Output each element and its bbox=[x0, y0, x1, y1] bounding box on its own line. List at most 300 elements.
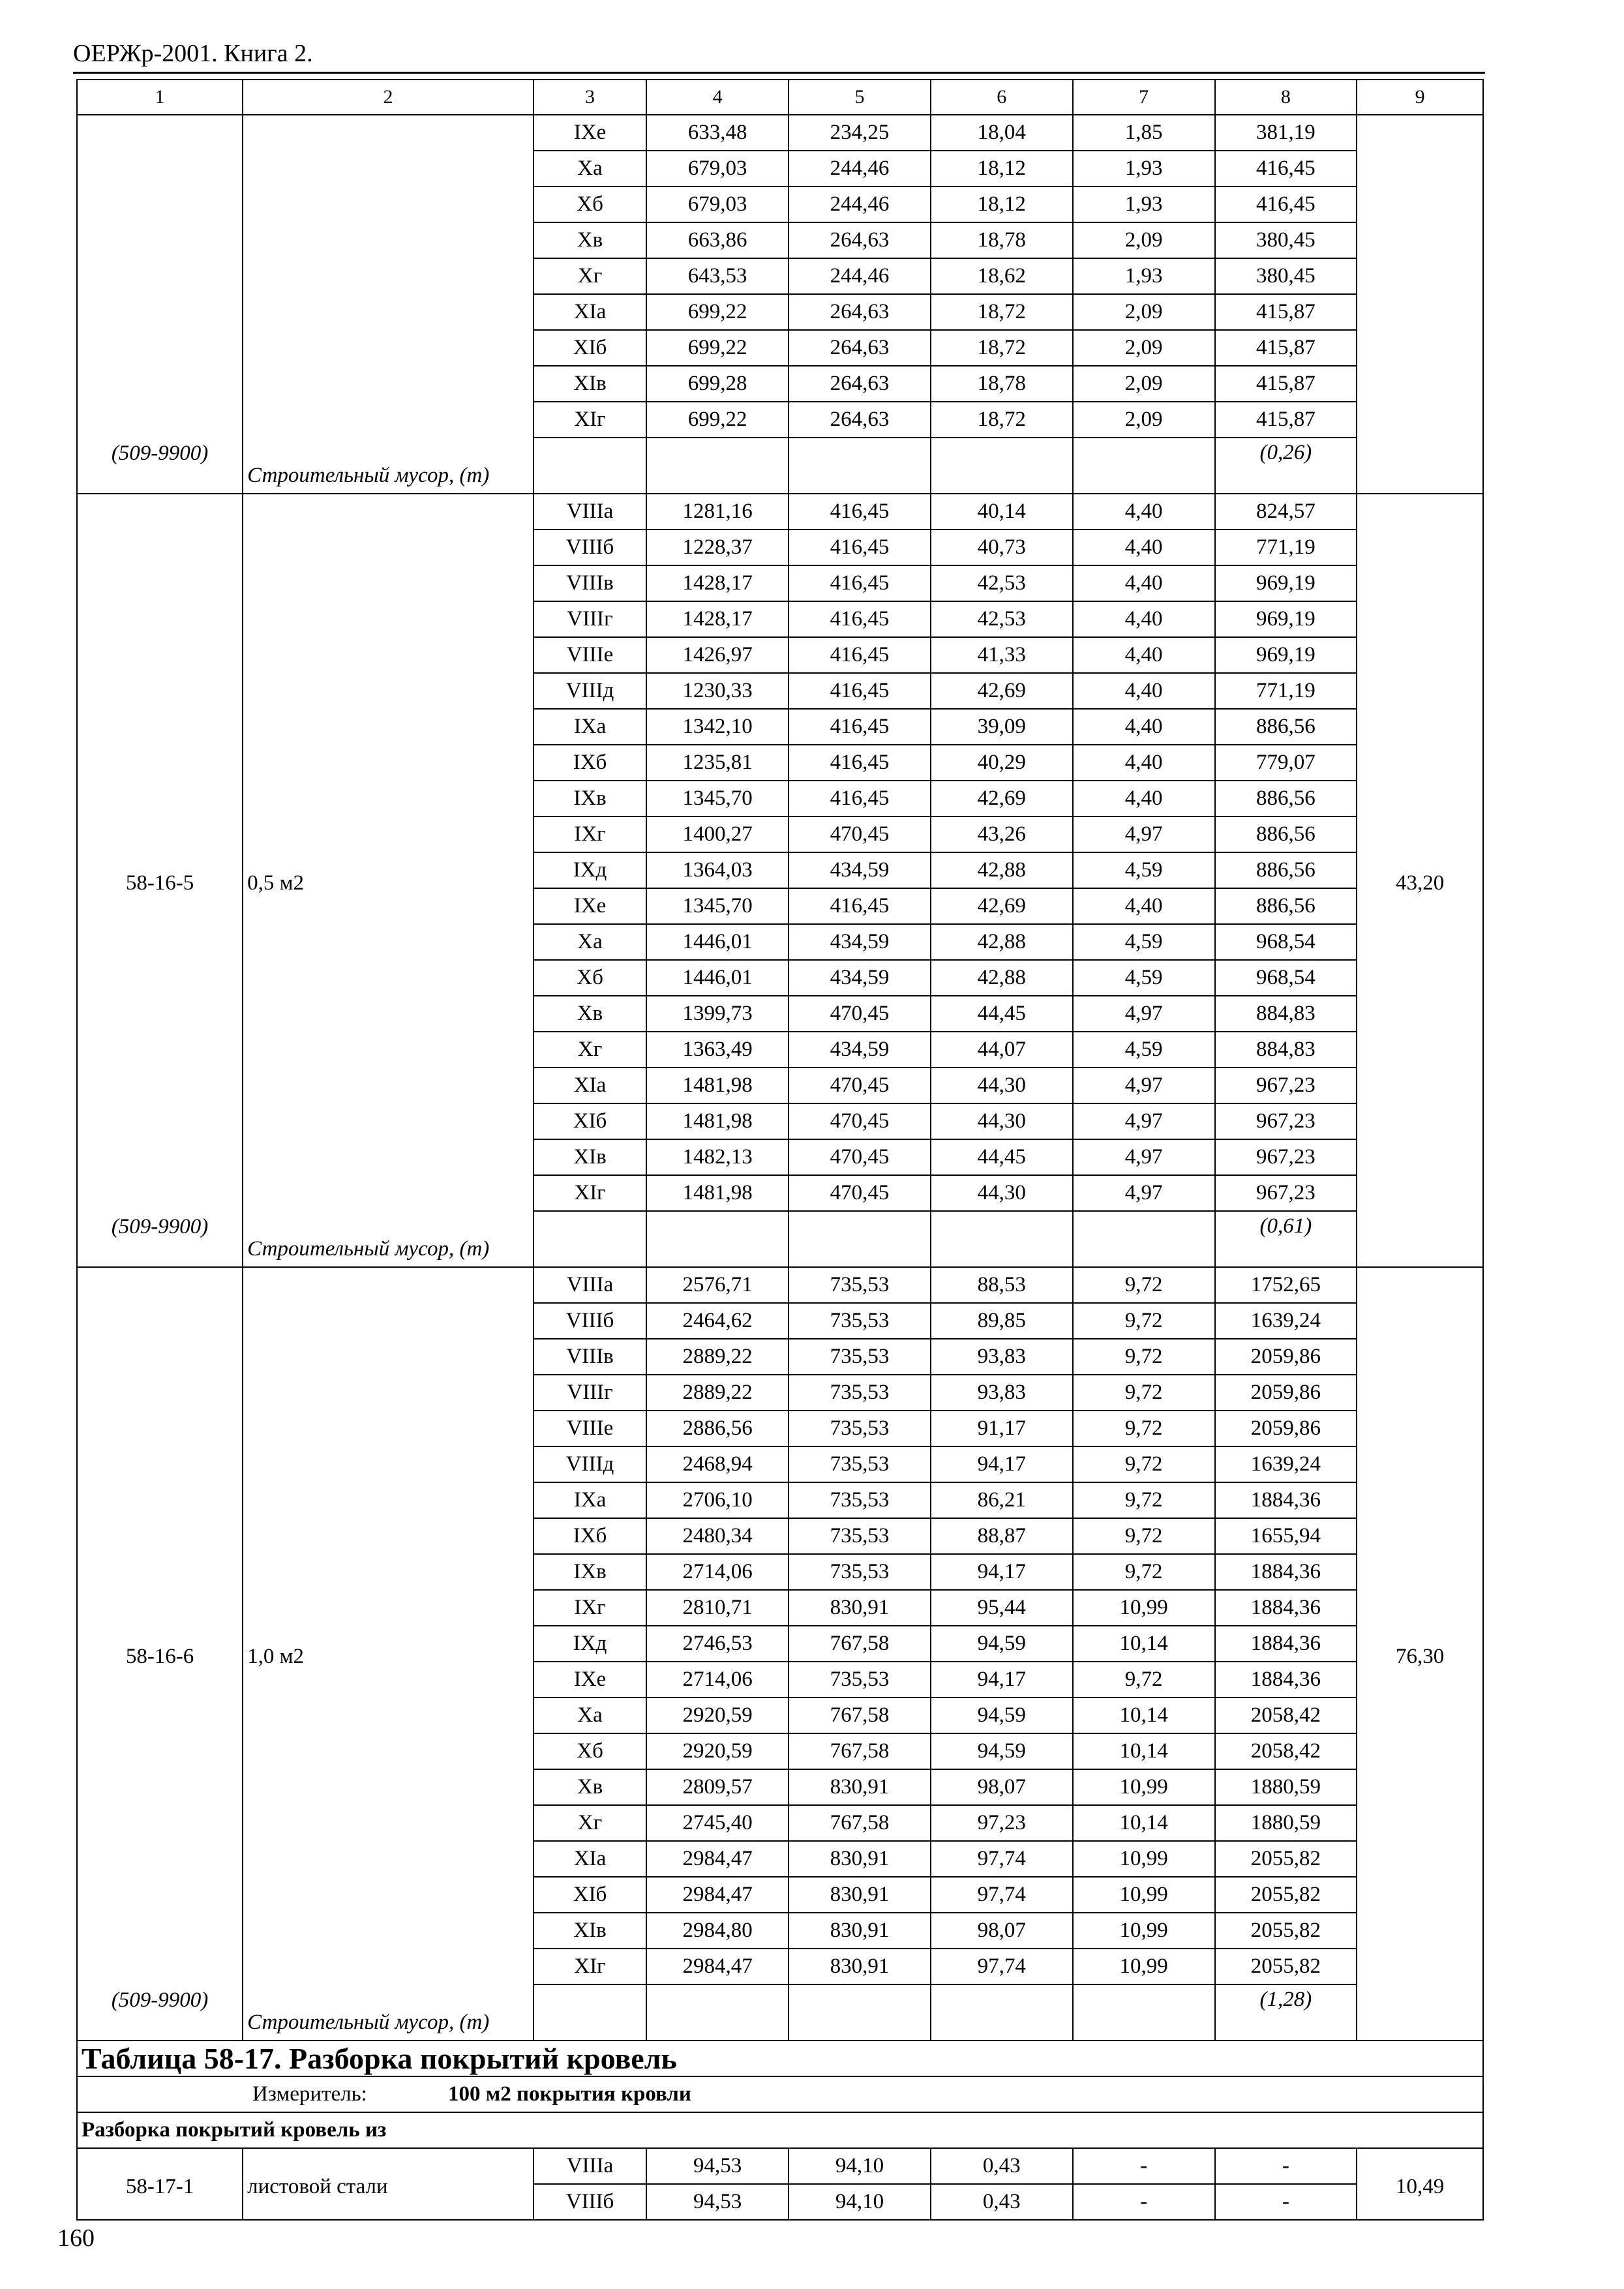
value-cell: 18,62 bbox=[931, 258, 1073, 294]
value-cell: 2055,82 bbox=[1215, 1841, 1357, 1877]
value-cell: 886,56 bbox=[1215, 816, 1357, 852]
value-cell: 4,40 bbox=[1073, 530, 1215, 565]
value-cell: 4,40 bbox=[1073, 781, 1215, 816]
value-cell: 2889,22 bbox=[646, 1339, 789, 1375]
empty-cell bbox=[931, 1984, 1073, 2041]
zone-cell: Xг bbox=[534, 1805, 646, 1841]
col-number: 5 bbox=[789, 80, 931, 115]
value-cell: 39,09 bbox=[931, 709, 1073, 745]
value-cell: 416,45 bbox=[1215, 151, 1357, 187]
value-cell: 824,57 bbox=[1215, 494, 1357, 530]
value-cell: 94,53 bbox=[646, 2148, 789, 2184]
debris-code: (509-9900) bbox=[111, 1988, 209, 2012]
value-cell: 434,59 bbox=[789, 960, 931, 996]
value-cell: 416,45 bbox=[789, 745, 931, 781]
value-cell: 2058,42 bbox=[1215, 1733, 1357, 1769]
value-cell: 886,56 bbox=[1215, 709, 1357, 745]
value-cell: 886,56 bbox=[1215, 852, 1357, 888]
debris-value: (0,61) bbox=[1215, 1211, 1357, 1267]
table-row bbox=[77, 2148, 1483, 2184]
value-cell: 380,45 bbox=[1215, 222, 1357, 258]
value-cell: 767,58 bbox=[789, 1805, 931, 1841]
value-cell: 1,93 bbox=[1073, 258, 1215, 294]
value-cell: 1364,03 bbox=[646, 852, 789, 888]
zone-cell: IXе bbox=[534, 115, 646, 151]
value-cell: 2,09 bbox=[1073, 366, 1215, 402]
value-cell: 830,91 bbox=[789, 1769, 931, 1805]
value-cell: 244,46 bbox=[789, 151, 931, 187]
value-cell: 234,25 bbox=[789, 115, 931, 151]
zone-cell: IXд bbox=[534, 1626, 646, 1662]
zone-cell: VIIIв bbox=[534, 1339, 646, 1375]
value-cell: 415,87 bbox=[1215, 366, 1357, 402]
value-cell: 967,23 bbox=[1215, 1068, 1357, 1103]
debris-code: (509-9900) bbox=[111, 441, 209, 465]
value-cell: 244,46 bbox=[789, 258, 931, 294]
value-cell: 416,45 bbox=[789, 494, 931, 530]
zone-cell: Xа bbox=[534, 151, 646, 187]
col9-cell bbox=[1357, 1267, 1483, 2041]
value-cell: 2059,86 bbox=[1215, 1339, 1357, 1375]
value-cell: 4,40 bbox=[1073, 888, 1215, 924]
value-cell: 4,97 bbox=[1073, 1068, 1215, 1103]
empty-cell bbox=[646, 438, 789, 494]
value-cell: 767,58 bbox=[789, 1626, 931, 1662]
zone-cell: IXб bbox=[534, 1518, 646, 1554]
value-cell: 42,69 bbox=[931, 888, 1073, 924]
zone-cell: VIIIв bbox=[534, 565, 646, 601]
empty-cell bbox=[1073, 438, 1215, 494]
zone-cell: XIа bbox=[534, 294, 646, 330]
value-cell: 9,72 bbox=[1073, 1482, 1215, 1518]
value-cell: 1482,13 bbox=[646, 1139, 789, 1175]
zone-cell: IXа bbox=[534, 1482, 646, 1518]
value-cell: 470,45 bbox=[789, 1175, 931, 1211]
measure-cell bbox=[77, 2076, 1483, 2112]
value-cell: 779,07 bbox=[1215, 745, 1357, 781]
value-cell: 94,17 bbox=[931, 1554, 1073, 1590]
value-cell: 94,59 bbox=[931, 1626, 1073, 1662]
value-cell: 44,30 bbox=[931, 1175, 1073, 1211]
zone-cell: VIIIа bbox=[534, 1267, 646, 1303]
value-cell: 93,83 bbox=[931, 1339, 1073, 1375]
value-cell: 93,83 bbox=[931, 1375, 1073, 1411]
value-cell: 94,53 bbox=[646, 2184, 789, 2220]
value-cell: 18,78 bbox=[931, 222, 1073, 258]
value-cell: 94,59 bbox=[931, 1698, 1073, 1733]
zone-cell: VIIIг bbox=[534, 1375, 646, 1411]
value-cell: 2984,47 bbox=[646, 1841, 789, 1877]
zone-cell: IXе bbox=[534, 888, 646, 924]
col9-cell bbox=[1357, 494, 1483, 1267]
zone-cell: IXв bbox=[534, 1554, 646, 1590]
value-cell: 97,23 bbox=[931, 1805, 1073, 1841]
value-cell: 470,45 bbox=[789, 996, 931, 1032]
zone-cell: VIIIг bbox=[534, 601, 646, 637]
zone-cell: IXг bbox=[534, 1590, 646, 1626]
zone-cell: XIг bbox=[534, 1175, 646, 1211]
value-cell: 1428,17 bbox=[646, 601, 789, 637]
zone-cell: Xг bbox=[534, 1032, 646, 1068]
value-cell: 1639,24 bbox=[1215, 1446, 1357, 1482]
value-cell: 2055,82 bbox=[1215, 1913, 1357, 1949]
empty-cell bbox=[931, 1211, 1073, 1267]
value-cell: 1428,17 bbox=[646, 565, 789, 601]
column-numbers-row bbox=[77, 80, 1483, 115]
work-name: 1,0 м2 bbox=[247, 1644, 304, 1668]
work-name-cell bbox=[243, 494, 534, 1267]
value-cell: 1399,73 bbox=[646, 996, 789, 1032]
value-cell: 18,12 bbox=[931, 151, 1073, 187]
value-cell: 968,54 bbox=[1215, 960, 1357, 996]
value-cell: 94,10 bbox=[789, 2184, 931, 2220]
empty-cell bbox=[789, 1984, 931, 2041]
value-cell: 4,97 bbox=[1073, 1139, 1215, 1175]
value-cell: 18,72 bbox=[931, 294, 1073, 330]
measure-row bbox=[77, 2076, 1483, 2112]
value-cell: 2,09 bbox=[1073, 294, 1215, 330]
value-cell: 2984,47 bbox=[646, 1877, 789, 1913]
value-cell: - bbox=[1215, 2148, 1357, 2184]
value-cell: 94,17 bbox=[931, 1446, 1073, 1482]
empty-cell bbox=[1073, 1984, 1215, 2041]
zone-cell: XIв bbox=[534, 1913, 646, 1949]
value-cell: 4,40 bbox=[1073, 601, 1215, 637]
value-cell: 98,07 bbox=[931, 1913, 1073, 1949]
value-cell: 2714,06 bbox=[646, 1662, 789, 1698]
value-cell: 884,83 bbox=[1215, 996, 1357, 1032]
value-cell: 4,97 bbox=[1073, 996, 1215, 1032]
value-cell: 2889,22 bbox=[646, 1375, 789, 1411]
value-cell: 41,33 bbox=[931, 637, 1073, 673]
zone-cell: IXе bbox=[534, 1662, 646, 1698]
value-cell: 771,19 bbox=[1215, 530, 1357, 565]
value-cell: 2745,40 bbox=[646, 1805, 789, 1841]
value-cell: - bbox=[1073, 2148, 1215, 2184]
value-cell: 381,19 bbox=[1215, 115, 1357, 151]
rate-code: 58-17-1 bbox=[77, 2148, 243, 2220]
zone-cell: Xб bbox=[534, 1733, 646, 1769]
value-cell: 1655,94 bbox=[1215, 1518, 1357, 1554]
zone-cell: VIIIа bbox=[534, 2148, 646, 2184]
value-cell: 2920,59 bbox=[646, 1733, 789, 1769]
value-cell: 735,53 bbox=[789, 1518, 931, 1554]
value-cell: 416,45 bbox=[789, 601, 931, 637]
value-cell: 97,74 bbox=[931, 1949, 1073, 1984]
value-cell: 9,72 bbox=[1073, 1339, 1215, 1375]
value-cell: 94,17 bbox=[931, 1662, 1073, 1698]
value-cell: 89,85 bbox=[931, 1303, 1073, 1339]
value-cell: 4,97 bbox=[1073, 816, 1215, 852]
value-cell: 1345,70 bbox=[646, 888, 789, 924]
value-cell: 767,58 bbox=[789, 1733, 931, 1769]
value-cell: 830,91 bbox=[789, 1841, 931, 1877]
value-cell: 967,23 bbox=[1215, 1175, 1357, 1211]
value-cell: 18,78 bbox=[931, 366, 1073, 402]
debris-label: Строительный мусор, (т) bbox=[247, 1237, 490, 1261]
empty-cell bbox=[534, 1211, 646, 1267]
zone-cell: XIв bbox=[534, 1139, 646, 1175]
debris-label: Строительный мусор, (т) bbox=[247, 2011, 490, 2035]
value-cell: 4,40 bbox=[1073, 494, 1215, 530]
value-cell: 415,87 bbox=[1215, 330, 1357, 366]
value-cell: 1481,98 bbox=[646, 1103, 789, 1139]
measure-value: 100 м2 покрытия кровли bbox=[448, 2082, 691, 2106]
value-cell: 2055,82 bbox=[1215, 1877, 1357, 1913]
value-cell: 10,99 bbox=[1073, 1949, 1215, 1984]
value-cell: 2059,86 bbox=[1215, 1411, 1357, 1446]
value-cell: 735,53 bbox=[789, 1411, 931, 1446]
value-cell: 830,91 bbox=[789, 1877, 931, 1913]
rates-table bbox=[76, 79, 1484, 2221]
zone-cell: IXв bbox=[534, 781, 646, 816]
value-cell: 40,73 bbox=[931, 530, 1073, 565]
value-cell: 830,91 bbox=[789, 1590, 931, 1626]
work-name: листовой стали bbox=[243, 2148, 534, 2220]
value-cell: 1400,27 bbox=[646, 816, 789, 852]
rate-code: 58-16-6 bbox=[125, 1644, 194, 1668]
col-number: 6 bbox=[931, 80, 1073, 115]
zone-cell: Xг bbox=[534, 258, 646, 294]
value-cell: 415,87 bbox=[1215, 402, 1357, 438]
zone-cell: VIIIд bbox=[534, 1446, 646, 1482]
zone-cell: XIа bbox=[534, 1841, 646, 1877]
value-cell: 264,63 bbox=[789, 294, 931, 330]
value-cell: 264,63 bbox=[789, 330, 931, 366]
section-title: Разборка покрытий кровель из bbox=[77, 2112, 1483, 2148]
zone-cell: Xв bbox=[534, 222, 646, 258]
value-cell: 264,63 bbox=[789, 402, 931, 438]
zone-cell: XIб bbox=[534, 330, 646, 366]
value-cell: 98,07 bbox=[931, 1769, 1073, 1805]
value-cell: 416,45 bbox=[789, 888, 931, 924]
zone-cell: IXг bbox=[534, 816, 646, 852]
value-cell: 244,46 bbox=[789, 187, 931, 222]
value-cell: 2058,42 bbox=[1215, 1698, 1357, 1733]
table-row bbox=[77, 1267, 1483, 1303]
value-cell: 1,93 bbox=[1073, 187, 1215, 222]
zone-cell: XIб bbox=[534, 1877, 646, 1913]
value-cell: 42,69 bbox=[931, 781, 1073, 816]
value-cell: 1,93 bbox=[1073, 151, 1215, 187]
value-cell: 4,97 bbox=[1073, 1103, 1215, 1139]
value-cell: 735,53 bbox=[789, 1267, 931, 1303]
value-cell: 10,14 bbox=[1073, 1805, 1215, 1841]
value-cell: 4,40 bbox=[1073, 745, 1215, 781]
value-cell: 969,19 bbox=[1215, 637, 1357, 673]
zone-cell: Xа bbox=[534, 924, 646, 960]
value-cell: 44,45 bbox=[931, 1139, 1073, 1175]
value-cell: 2746,53 bbox=[646, 1626, 789, 1662]
table-title-row bbox=[77, 2041, 1483, 2076]
value-cell: 1,85 bbox=[1073, 115, 1215, 151]
zone-cell: VIIIд bbox=[534, 673, 646, 709]
page-number: 160 bbox=[57, 2224, 95, 2252]
value-cell: 434,59 bbox=[789, 1032, 931, 1068]
value-cell: 2920,59 bbox=[646, 1698, 789, 1733]
value-cell: 2576,71 bbox=[646, 1267, 789, 1303]
value-cell: 434,59 bbox=[789, 924, 931, 960]
value-cell: 1884,36 bbox=[1215, 1590, 1357, 1626]
measure-label: Измеритель: bbox=[252, 2082, 367, 2106]
value-cell: 42,88 bbox=[931, 852, 1073, 888]
col9-value: 43,20 bbox=[1396, 871, 1445, 895]
value-cell: 2984,80 bbox=[646, 1913, 789, 1949]
value-cell: 91,17 bbox=[931, 1411, 1073, 1446]
zone-cell: IXд bbox=[534, 852, 646, 888]
section-row bbox=[77, 2112, 1483, 2148]
col-number: 2 bbox=[243, 80, 534, 115]
debris-label: Строительный мусор, (т) bbox=[247, 464, 490, 488]
value-cell: 2059,86 bbox=[1215, 1375, 1357, 1411]
value-cell: 1884,36 bbox=[1215, 1662, 1357, 1698]
value-cell: 416,45 bbox=[1215, 187, 1357, 222]
value-cell: 2810,71 bbox=[646, 1590, 789, 1626]
value-cell: 1446,01 bbox=[646, 960, 789, 996]
value-cell: 767,58 bbox=[789, 1698, 931, 1733]
rate-code-cell bbox=[77, 1267, 243, 2041]
value-cell: 42,88 bbox=[931, 960, 1073, 996]
value-cell: 416,45 bbox=[789, 781, 931, 816]
value-cell: 830,91 bbox=[789, 1949, 931, 1984]
zone-cell: IXа bbox=[534, 709, 646, 745]
value-cell: 830,91 bbox=[789, 1913, 931, 1949]
value-cell: 699,28 bbox=[646, 366, 789, 402]
value-cell: 4,40 bbox=[1073, 565, 1215, 601]
value-cell: 735,53 bbox=[789, 1554, 931, 1590]
value-cell: 771,19 bbox=[1215, 673, 1357, 709]
value-cell: 2055,82 bbox=[1215, 1949, 1357, 1984]
value-cell: 95,44 bbox=[931, 1590, 1073, 1626]
empty-cell bbox=[534, 438, 646, 494]
value-cell: 18,72 bbox=[931, 330, 1073, 366]
rate-code-cell bbox=[77, 115, 243, 494]
value-cell: 10,99 bbox=[1073, 1841, 1215, 1877]
value-cell: 699,22 bbox=[646, 294, 789, 330]
value-cell: 1426,97 bbox=[646, 637, 789, 673]
value-cell: 1481,98 bbox=[646, 1175, 789, 1211]
value-cell: 0,43 bbox=[931, 2184, 1073, 2220]
zone-cell: Xб bbox=[534, 187, 646, 222]
value-cell: 9,72 bbox=[1073, 1662, 1215, 1698]
value-cell: 968,54 bbox=[1215, 924, 1357, 960]
value-cell: 416,45 bbox=[789, 673, 931, 709]
value-cell: 10,14 bbox=[1073, 1733, 1215, 1769]
value-cell: 969,19 bbox=[1215, 601, 1357, 637]
value-cell: 2984,47 bbox=[646, 1949, 789, 1984]
value-cell: 699,22 bbox=[646, 330, 789, 366]
work-name-cell bbox=[243, 1267, 534, 2041]
value-cell: 9,72 bbox=[1073, 1411, 1215, 1446]
zone-cell: XIв bbox=[534, 366, 646, 402]
value-cell: 735,53 bbox=[789, 1303, 931, 1339]
value-cell: 94,10 bbox=[789, 2148, 931, 2184]
col9-cell bbox=[1357, 115, 1483, 494]
value-cell: 886,56 bbox=[1215, 781, 1357, 816]
value-cell: 2809,57 bbox=[646, 1769, 789, 1805]
value-cell: 18,04 bbox=[931, 115, 1073, 151]
value-cell: 1228,37 bbox=[646, 530, 789, 565]
value-cell: 4,59 bbox=[1073, 960, 1215, 996]
value-cell: 1235,81 bbox=[646, 745, 789, 781]
value-cell: 886,56 bbox=[1215, 888, 1357, 924]
value-cell: 380,45 bbox=[1215, 258, 1357, 294]
rate-code: 58-16-5 bbox=[125, 871, 194, 895]
value-cell: 94,59 bbox=[931, 1733, 1073, 1769]
value-cell: 86,21 bbox=[931, 1482, 1073, 1518]
value-cell: 1880,59 bbox=[1215, 1769, 1357, 1805]
value-cell: 434,59 bbox=[789, 852, 931, 888]
value-cell: 4,59 bbox=[1073, 852, 1215, 888]
zone-cell: Xв bbox=[534, 996, 646, 1032]
value-cell: 1481,98 bbox=[646, 1068, 789, 1103]
zone-cell: Xв bbox=[534, 1769, 646, 1805]
zone-cell: Xб bbox=[534, 960, 646, 996]
value-cell: 735,53 bbox=[789, 1446, 931, 1482]
value-cell: 10,99 bbox=[1073, 1877, 1215, 1913]
value-cell: 9,72 bbox=[1073, 1518, 1215, 1554]
zone-cell: VIIIа bbox=[534, 494, 646, 530]
zone-cell: VIIIб bbox=[534, 2184, 646, 2220]
value-cell: 679,03 bbox=[646, 187, 789, 222]
value-cell: 9,72 bbox=[1073, 1446, 1215, 1482]
value-cell: 470,45 bbox=[789, 816, 931, 852]
value-cell: 42,69 bbox=[931, 673, 1073, 709]
empty-cell bbox=[646, 1984, 789, 2041]
debris-value: (1,28) bbox=[1215, 1984, 1357, 2041]
col-number: 7 bbox=[1073, 80, 1215, 115]
value-cell: 2480,34 bbox=[646, 1518, 789, 1554]
value-cell: 4,40 bbox=[1073, 709, 1215, 745]
zone-cell: IXб bbox=[534, 745, 646, 781]
col-number: 1 bbox=[77, 80, 243, 115]
value-cell: 2468,94 bbox=[646, 1446, 789, 1482]
value-cell: 1884,36 bbox=[1215, 1482, 1357, 1518]
value-cell: - bbox=[1215, 2184, 1357, 2220]
value-cell: 43,26 bbox=[931, 816, 1073, 852]
value-cell: 2714,06 bbox=[646, 1554, 789, 1590]
value-cell: 97,74 bbox=[931, 1877, 1073, 1913]
value-cell: 663,86 bbox=[646, 222, 789, 258]
value-cell: 967,23 bbox=[1215, 1139, 1357, 1175]
empty-cell bbox=[789, 438, 931, 494]
value-cell: 2886,56 bbox=[646, 1411, 789, 1446]
value-cell: 0,43 bbox=[931, 2148, 1073, 2184]
table-title: Таблица 58-17. Разборка покрытий кровель bbox=[77, 2041, 1483, 2076]
col9-value: 76,30 bbox=[1396, 1644, 1445, 1668]
zone-cell: XIг bbox=[534, 1949, 646, 1984]
value-cell: 10,99 bbox=[1073, 1913, 1215, 1949]
value-cell: 416,45 bbox=[789, 530, 931, 565]
value-cell: 735,53 bbox=[789, 1482, 931, 1518]
value-cell: 470,45 bbox=[789, 1103, 931, 1139]
value-cell: 735,53 bbox=[789, 1662, 931, 1698]
empty-cell bbox=[1073, 1211, 1215, 1267]
value-cell: 4,97 bbox=[1073, 1175, 1215, 1211]
value-cell: 42,53 bbox=[931, 565, 1073, 601]
zone-cell: VIIIб bbox=[534, 1303, 646, 1339]
value-cell: 4,59 bbox=[1073, 924, 1215, 960]
value-cell: 2,09 bbox=[1073, 330, 1215, 366]
empty-cell bbox=[646, 1211, 789, 1267]
value-cell: 1363,49 bbox=[646, 1032, 789, 1068]
value-cell: 416,45 bbox=[789, 565, 931, 601]
col9-value: 10,49 bbox=[1357, 2148, 1483, 2220]
value-cell: 884,83 bbox=[1215, 1032, 1357, 1068]
value-cell: 44,30 bbox=[931, 1068, 1073, 1103]
value-cell: 415,87 bbox=[1215, 294, 1357, 330]
page-header: ОЕРЖр-2001. Книга 2. bbox=[73, 40, 313, 67]
